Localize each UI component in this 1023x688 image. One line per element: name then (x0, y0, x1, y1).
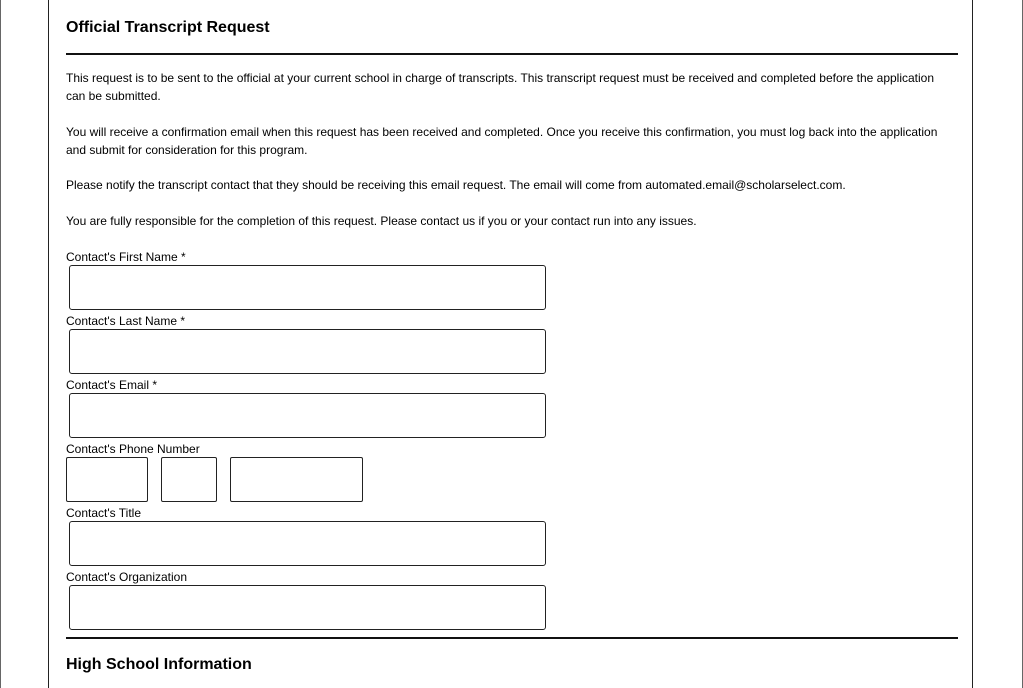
section-title-high-school: High School Information (66, 656, 252, 673)
organization-label: Contact's Organization (66, 570, 188, 584)
section-divider (66, 53, 958, 55)
email-label: Contact's Email * (66, 378, 157, 392)
first-name-input[interactable] (69, 265, 546, 310)
phone-line-number-input[interactable] (230, 457, 363, 502)
email-input[interactable] (69, 393, 546, 438)
phone-label: Contact's Phone Number (66, 442, 200, 456)
phone-prefix-input[interactable] (161, 457, 217, 502)
section-title-transcript: Official Transcript Request (66, 19, 270, 36)
section-divider-high-school (66, 637, 958, 639)
last-name-input[interactable] (69, 329, 546, 374)
intro-paragraph-1: This request is to be sent to the official at your current school in charge of transcripts. This transcript request must be received and completed before the application can be submitted. (66, 71, 935, 103)
intro-paragraph-4: You are fully responsible for the completion of this request. Please contact us if you or your contact run into any issues. (66, 214, 697, 228)
intro-paragraph-2: You will receive a confirmation email when this request has been received and completed. Once you receive this confirmation, you must log back into the application and submit for consideration for this program. (66, 125, 938, 157)
phone-area-code-input[interactable] (66, 457, 148, 502)
last-name-label: Contact's Last Name * (66, 314, 186, 328)
organization-input[interactable] (69, 585, 546, 630)
window-edge-left (0, 0, 1, 688)
contact-title-input[interactable] (69, 521, 546, 566)
first-name-label: Contact's First Name * (66, 250, 186, 264)
title-label: Contact's Title (66, 506, 141, 520)
intro-paragraph-3: Please notify the transcript contact that they should be receiving this email request. The email will come from automated.email@scholarselect.com. (66, 178, 846, 192)
